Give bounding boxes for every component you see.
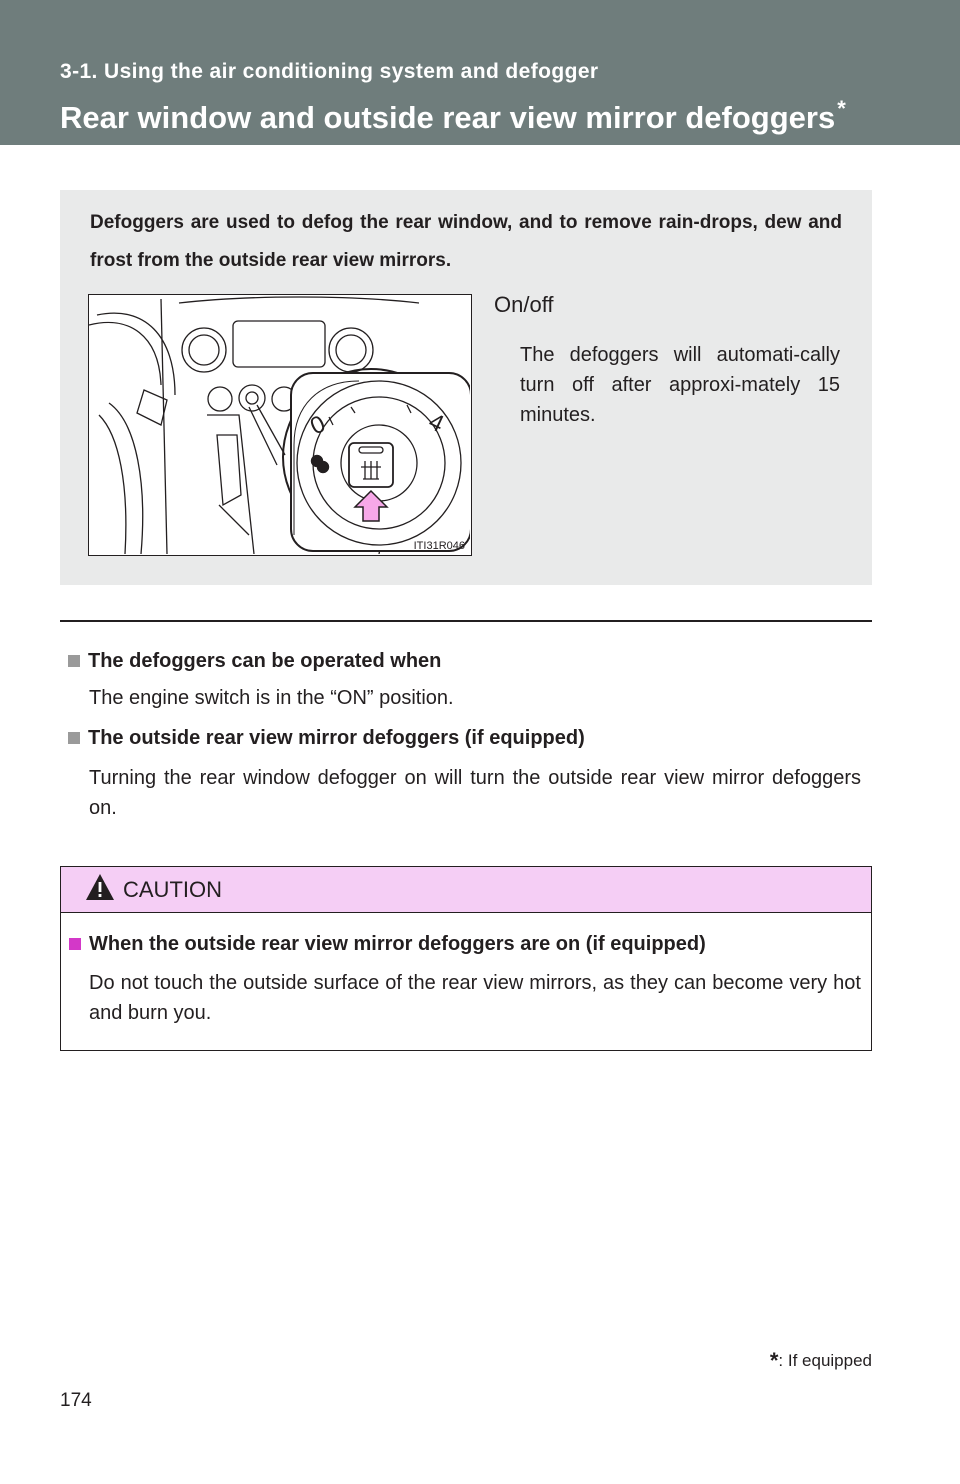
- caution-label: CAUTION: [123, 877, 222, 902]
- dial-mark-0: 0: [306, 410, 330, 441]
- footnote: [770, 1348, 872, 1374]
- onoff-title: On/off: [494, 292, 554, 317]
- note-heading-text: The outside rear view mirror defoggers (if equipped): [88, 727, 585, 749]
- footnote-text: : If equipped: [778, 1351, 872, 1370]
- note-heading-operate: [68, 650, 441, 673]
- section-title: 3-1. Using the air conditioning system and defogger: [60, 60, 599, 83]
- page-header: [0, 0, 960, 145]
- footnote-star-icon: *: [769, 1348, 779, 1373]
- caution-heading-text: When the outside rear view mirror defoggers are on (if equipped): [89, 933, 706, 955]
- page-title-text: Rear window and outside rear view mirror defoggers: [60, 100, 836, 135]
- dial-mark-4: 4: [424, 407, 448, 439]
- illustration-dashboard: [88, 294, 472, 556]
- illustration-code: ITI31R046: [413, 540, 465, 552]
- bullet-square-icon: [68, 732, 80, 744]
- bullet-square-icon: [68, 655, 80, 667]
- note-text-operate: The engine switch is in the “ON” position.: [89, 687, 454, 709]
- bullet-square-icon: [69, 938, 81, 950]
- intro-text: Defoggers are used to defog the rear window, and to remove rain-drops, dew and frost from the outside rear view mirrors.: [90, 212, 842, 271]
- note-text-mirror: Turning the rear window defogger on will turn the outside rear view mirror defoggers on.: [89, 767, 861, 819]
- caution-heading: [69, 933, 706, 956]
- dashboard-drawing: [89, 295, 470, 554]
- caution-header: [61, 867, 871, 913]
- caution-text: Do not touch the outside surface of the rear view mirrors, as they can become very hot and burn you.: [89, 972, 861, 1024]
- warning-triangle-icon: [85, 873, 115, 901]
- onoff-description: The defoggers will automati-cally turn off after approxi-mately 15 minutes.: [520, 344, 840, 426]
- page-title: [60, 96, 846, 136]
- note-heading-text: The defoggers can be operated when: [88, 650, 442, 672]
- caution-box: [60, 866, 872, 1051]
- note-heading-mirror: [68, 727, 585, 750]
- page-number: 174: [60, 1390, 92, 1411]
- intro-box: [60, 190, 872, 585]
- divider: [60, 620, 872, 622]
- if-equipped-mark: *: [837, 96, 846, 121]
